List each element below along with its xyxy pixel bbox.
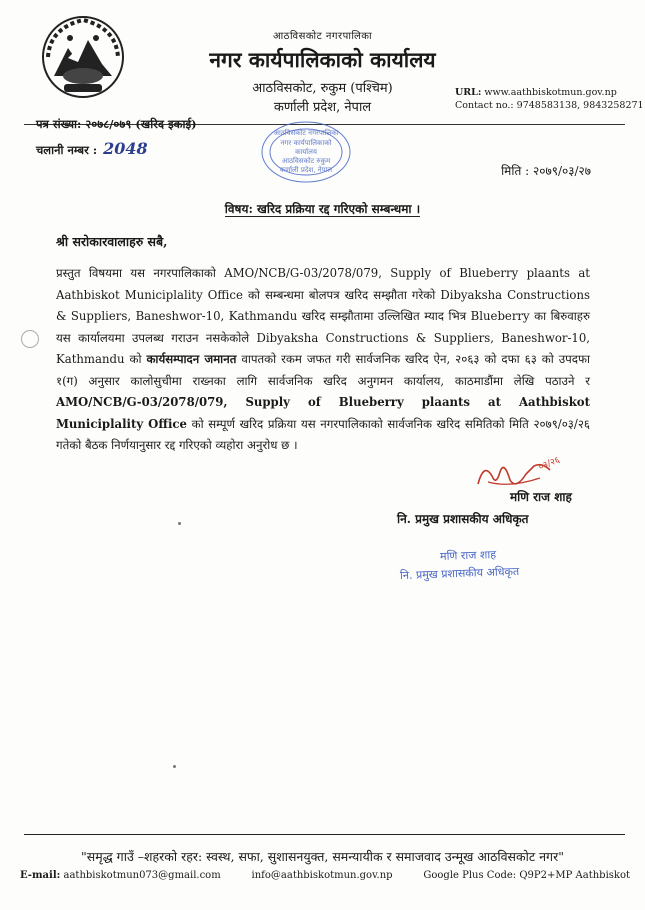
name-stamp-name: मणि राज शाह — [439, 548, 497, 563]
body-part-1: प्रस्तुत विषयमा यस नगरपालिकाको AMO/NCB/G-03/2078/079, Supply of Blueberry plaants at Aathbiskot Municiplality Office को सम्बन्धमा बोलपत्र खरिद सम्झौता गरेको Dibyaksha Constructions & Suppliers, Baneshwor-10, Kathmandu खरिद सम्झौतामा उल्लिखित म्याद भित्र Blueberry का बिरुवाहरु यस कार्यालयमा उपलब्ध गराउन नसकेकोले Dibyaksha Constructions & Suppliers, Baneshwor-10, Kathmandu को — [56, 266, 590, 366]
stamp-line-5: कर्णाली प्रदेश, नेपाल — [279, 166, 333, 174]
body-bold-1: कार्यसम्पादन जमानत — [146, 352, 237, 366]
contact-value: 9748583138, 9843258271 — [516, 100, 644, 111]
plus-code: Google Plus Code: Q9P2+MP Aathbiskot — [423, 870, 630, 881]
subject-text: विषय: खरिद प्रक्रिया रद्द गरिएको सम्बन्धमा । — [224, 202, 421, 216]
signer-name: मणि राज शाह — [510, 490, 572, 504]
paper-speck — [178, 522, 181, 525]
contact-label: Contact no.: — [455, 100, 514, 111]
letter-body — [56, 263, 590, 457]
footer-divider — [24, 834, 625, 835]
stamp-line-1: आठविसकोट नगरपालिका — [273, 129, 339, 137]
signer-title: नि. प्रमुख प्रशासकीय अधिकृत — [397, 512, 529, 526]
letter-date: मिति : २०७९/०३/२७ — [501, 164, 591, 178]
location-line-2: कर्णाली प्रदेश, नेपाल — [273, 100, 372, 115]
stamp-line-2: नगर कार्यपालिकाको — [280, 139, 332, 147]
signature-date: ०३/२६ — [537, 455, 562, 473]
body-part-2: वापतको रकम जफत गरी सार्वजनिक खरिद ऐन, २०६३ को दफा ६३ को उपदफा १(ग) अनुसार कालोसुचीमा राख्नका लागि सार्वजनिक खरिद अनुगमन कार्यालय, काठमाडौंमा लेखि पठाउने र — [56, 352, 590, 388]
paper-speck — [173, 765, 176, 768]
subject-line — [0, 200, 645, 217]
location-line-1: आठविसकोट, रुकुम (पश्चिम) — [252, 81, 393, 96]
dispatch-number — [36, 139, 148, 158]
contact-block — [455, 86, 644, 112]
office-title: नगर कार्यपालिकाको कार्यालय — [209, 47, 436, 72]
municipality-name-small: आठविसकोट नगरपालिका — [272, 31, 373, 42]
official-stamp — [258, 117, 354, 187]
footer-email-primary — [20, 870, 221, 881]
footer-motto: "समृद्ध गाउँ –शहरको रहर: स्वस्थ, सफा, सुशासनयुक्त, समन्यायीक र समाजवाद उन्मूख आठविसकोट नगर" — [81, 849, 564, 864]
email-1: aathbiskotmun073@gmail.com — [63, 870, 221, 881]
stamp-line-4: आठविसकोट रुकुम — [281, 157, 331, 165]
reference-number: पत्र संख्या: २०७८/०७९ (खरिद इकाई) — [36, 117, 197, 131]
dispatch-value: 2048 — [103, 139, 148, 158]
salutation: श्री सरोकारवालाहरु सबै, — [56, 234, 168, 249]
email-2: info@aathbiskotmun.gov.np — [251, 870, 393, 881]
punch-hole-mark — [21, 330, 39, 348]
name-stamp-title: नि. प्रमुख प्रशासकीय अधिकृत — [399, 564, 520, 583]
email-label: E-mail: — [20, 870, 61, 881]
stamp-line-3: कार्यालय — [295, 148, 317, 156]
body-part-3: को सम्पूर्ण खरिद प्रक्रिया यस नगरपालिकाको सार्वजनिक खरिद समितिको मिति २०७९/०३/२६ गतेको बैठक निर्णयानुसार रद्द गरिएको व्यहोरा अनुरोध छ । — [56, 416, 590, 452]
dispatch-label: चलानी नम्बर : — [36, 143, 98, 157]
url-label: URL: — [455, 87, 482, 98]
body-bold-2: AMO/NCB/G-03/2078/079, Supply of Blueberry plaants at Aathbiskot Municiplality Office — [56, 395, 590, 431]
handwritten-signature — [470, 452, 580, 492]
url-value: www.aathbiskotmun.gov.np — [484, 87, 617, 98]
footer-contacts — [20, 870, 630, 881]
